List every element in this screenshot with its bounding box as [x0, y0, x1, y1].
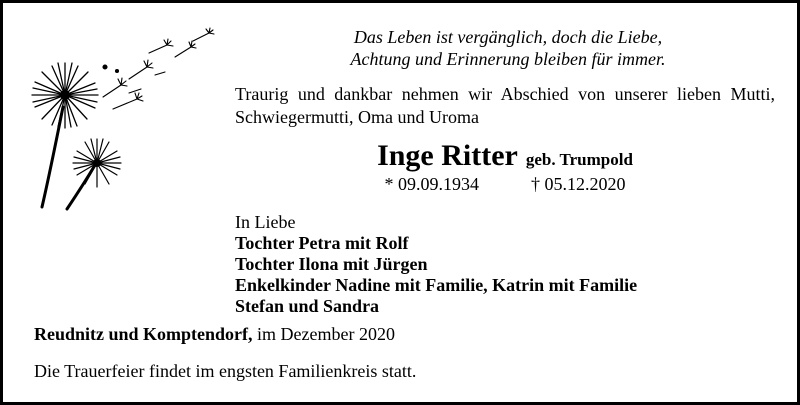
farewell-line: Traurig und dankbar nehmen wir Abschied von unserer lieben Mutti,	[235, 84, 775, 104]
mourner-line: Tochter Petra mit Rolf	[235, 233, 409, 253]
life-dates	[235, 174, 775, 195]
dandelion-icon	[25, 27, 225, 217]
birth-date: * 09.09.1934	[384, 174, 479, 194]
funeral-note: Die Trauerfeier findet im engsten Familienkreis statt.	[34, 361, 417, 381]
farewell-text	[235, 83, 775, 129]
date-text: im Dezember 2020	[252, 324, 395, 344]
mourner-line: Stefan und Sandra	[235, 296, 380, 316]
mourner-line: Tochter Ilona mit Jürgen	[235, 254, 428, 274]
deceased-name: Inge Ritter	[377, 139, 518, 172]
mourners-list	[235, 212, 755, 317]
memorial-quote	[303, 26, 713, 70]
mourner-line: Enkelkinder Nadine mit Familie, Katrin mit Familie	[235, 275, 638, 295]
place-name: Reudnitz und Komptendorf,	[34, 324, 253, 344]
quote-line: Achtung und Erinnerung bleiben für immer.	[350, 49, 666, 69]
place-and-date	[34, 324, 634, 345]
maiden-name: geb. Trumpold	[525, 150, 633, 169]
farewell-line: Schwiegermutti, Oma und Uroma	[235, 107, 479, 127]
quote-line: Das Leben ist vergänglich, doch die Liebe,	[353, 27, 663, 47]
death-date: † 05.12.2020	[531, 174, 626, 194]
mourners-intro: In Liebe	[235, 212, 296, 232]
deceased-name-line	[235, 139, 775, 173]
